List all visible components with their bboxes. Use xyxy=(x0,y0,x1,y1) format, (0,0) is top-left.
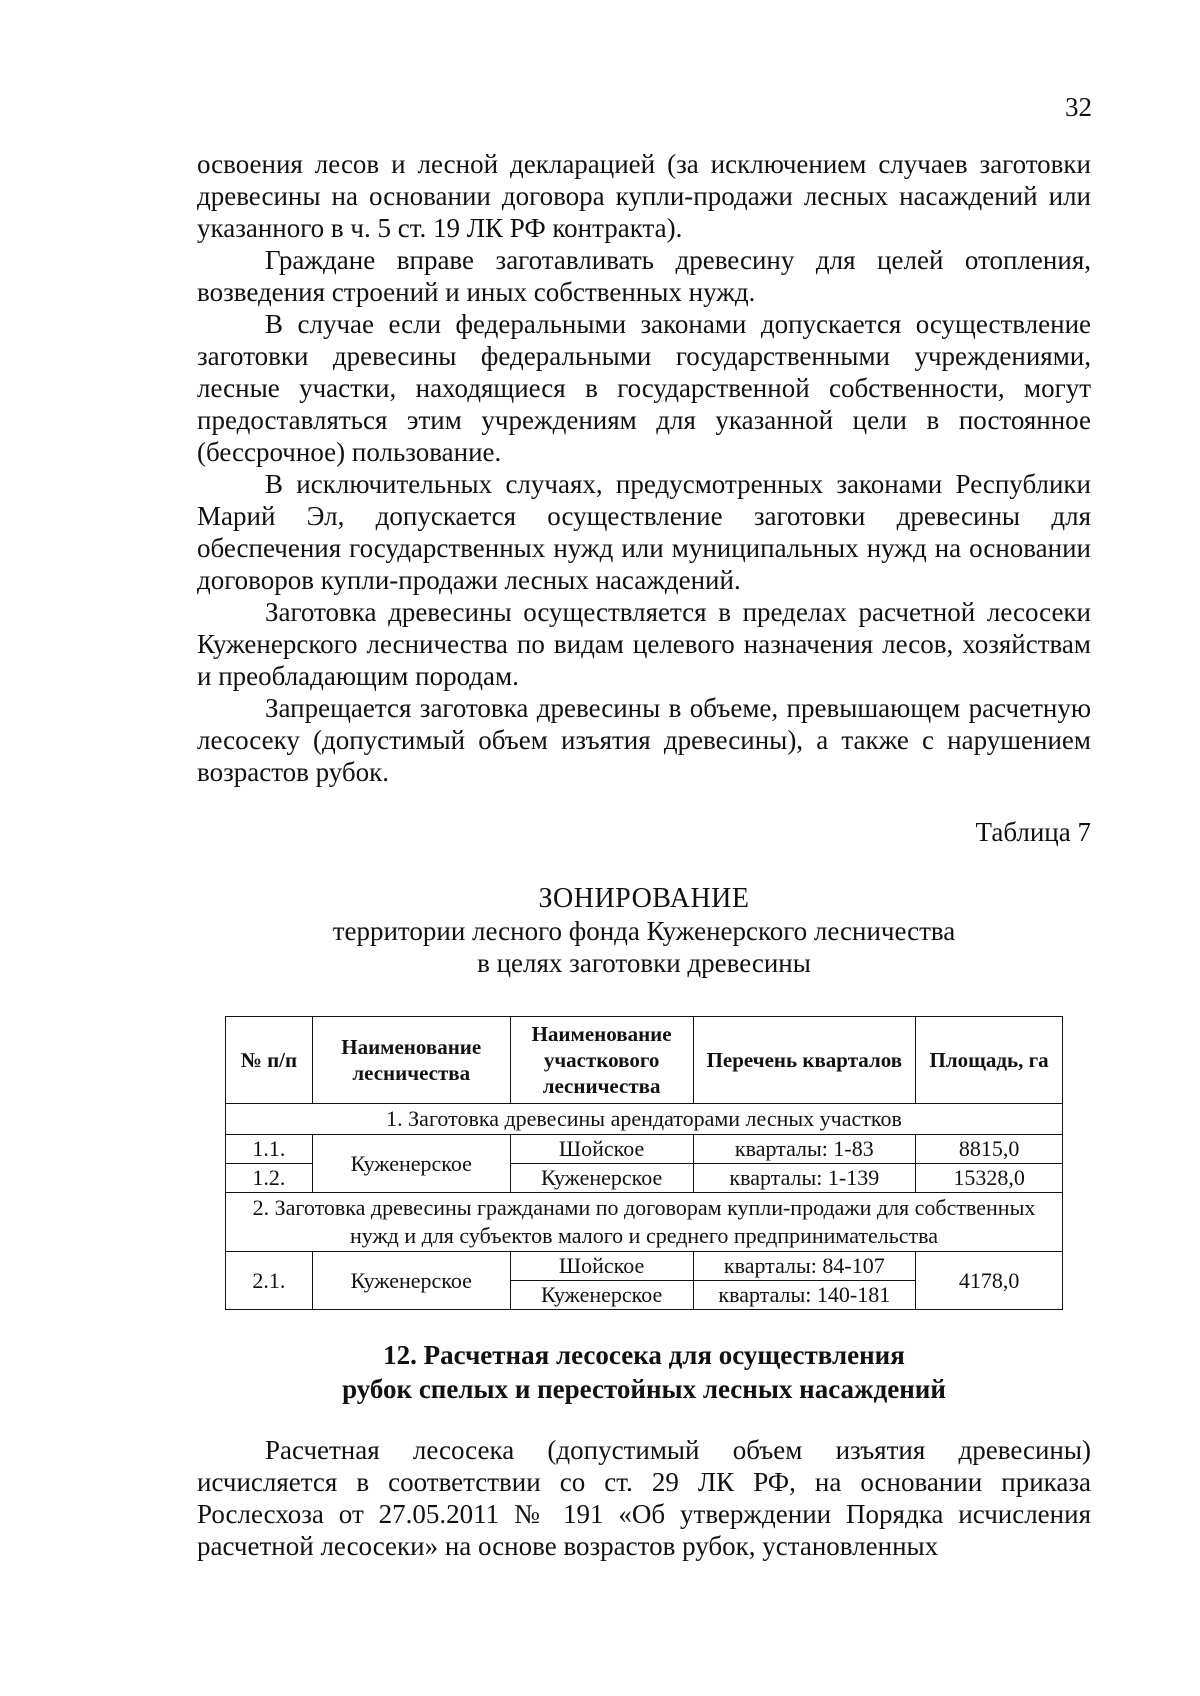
header-num: № п/п xyxy=(226,1017,313,1104)
header-district: Наименование участкового лесничества xyxy=(510,1017,693,1104)
row-district: Куженерское xyxy=(510,1281,693,1310)
row-area: 4178,0 xyxy=(916,1252,1063,1310)
paragraph-1: освоения лесов и лесной декларацией (за исключением случаев заготовки древесины на основании договора купли-продажи лесных насаждений или указанного в ч. 5 ст. 19 ЛК РФ контракта). xyxy=(197,149,1091,243)
row-quarters: кварталы: 140-181 xyxy=(693,1281,916,1310)
table-header-row xyxy=(226,1017,1063,1104)
row-forestry: Куженерское xyxy=(312,1135,510,1193)
paragraph-6: Запрещается заготовка древесины в объеме, превышающем расчетную лесосеку (допустимый объем изъятия древесины), а также с нарушением возрастов рубок. xyxy=(197,693,1091,787)
paragraph-3: В случае если федеральными законами допускается осуществление заготовки древесины федеральными государственными учреждениями, лесные участки, находящиеся в государственной собственности, могут предоставляться этим учреждениям для указанной цели в постоянное (бессрочное) пользование. xyxy=(197,309,1091,467)
paragraph-2: Граждане вправе заготавливать древесину для целей отопления, возведения строений и иных собственных нужд. xyxy=(197,245,1091,307)
table-title-main: ЗОНИРОВАНИЕ xyxy=(538,883,750,914)
row-quarters: кварталы: 1-139 xyxy=(693,1164,916,1193)
row-area: 8815,0 xyxy=(916,1135,1063,1164)
paragraph-5: Заготовка древесины осуществляется в пределах расчетной лесосеки Куженерского лесничества по видам целевого назначения лесов, хозяйствам и преобладающим породам. xyxy=(197,597,1091,691)
table-section-row xyxy=(226,1193,1063,1252)
row-num: 1.2. xyxy=(226,1164,313,1193)
header-forestry: Наименование лесничества xyxy=(312,1017,510,1104)
row-area: 15328,0 xyxy=(916,1164,1063,1193)
row-num: 1.1. xyxy=(226,1135,313,1164)
zoning-table xyxy=(225,1016,1063,1310)
section-2-title: 2. Заготовка древесины гражданами по договорам купли-продажи для собственных нужд и для субъектов малого и среднего предпринимательства xyxy=(226,1193,1063,1252)
table-label: Таблица 7 xyxy=(975,817,1091,847)
page-number: 32 xyxy=(1065,92,1092,122)
section-heading-line2: рубок спелых и перестойных лесных насаждений xyxy=(342,1374,946,1404)
table-title xyxy=(197,883,1091,979)
paragraph-4: В исключительных случаях, предусмотренных законами Республики Марий Эл, допускается осуществление заготовки древесины для обеспечения государственных нужд или муниципальных нужд на основании договоров купли-продажи лесных насаждений. xyxy=(197,469,1091,595)
row-num: 2.1. xyxy=(226,1252,313,1310)
section-heading xyxy=(197,1338,1091,1406)
section-1-title: 1. Заготовка древесины арендаторами лесных участков xyxy=(226,1104,1063,1135)
section-heading-line1: 12. Расчетная лесосека для осуществления xyxy=(383,1340,905,1370)
row-district: Шойское xyxy=(510,1252,693,1281)
table-section-row xyxy=(226,1104,1063,1135)
header-quarters: Перечень кварталов xyxy=(693,1017,916,1104)
table-row xyxy=(226,1252,1063,1281)
header-area: Площадь, га xyxy=(916,1017,1063,1104)
closing-paragraph: Расчетная лесосека (допустимый объем изъятия древесины) исчисляется в соответствии со ст. 29 ЛК РФ, на основании приказа Рослесхоза от 27.05.2011 № 191 «Об утверждении Порядка исчисления расчетной лесосеки» на основе возрастов рубок, установленных xyxy=(197,1435,1091,1561)
table-title-line3: в целях заготовки древесины xyxy=(477,948,811,978)
row-district: Куженерское xyxy=(510,1164,693,1193)
table-title-line2: территории лесного фонда Куженерского лесничества xyxy=(332,916,956,946)
closing-text xyxy=(197,1434,1091,1562)
row-quarters: кварталы: 84-107 xyxy=(693,1252,916,1281)
row-quarters: кварталы: 1-83 xyxy=(693,1135,916,1164)
row-district: Шойское xyxy=(510,1135,693,1164)
body-text xyxy=(197,148,1091,788)
row-forestry: Куженерское xyxy=(312,1252,510,1310)
table-row xyxy=(226,1135,1063,1164)
